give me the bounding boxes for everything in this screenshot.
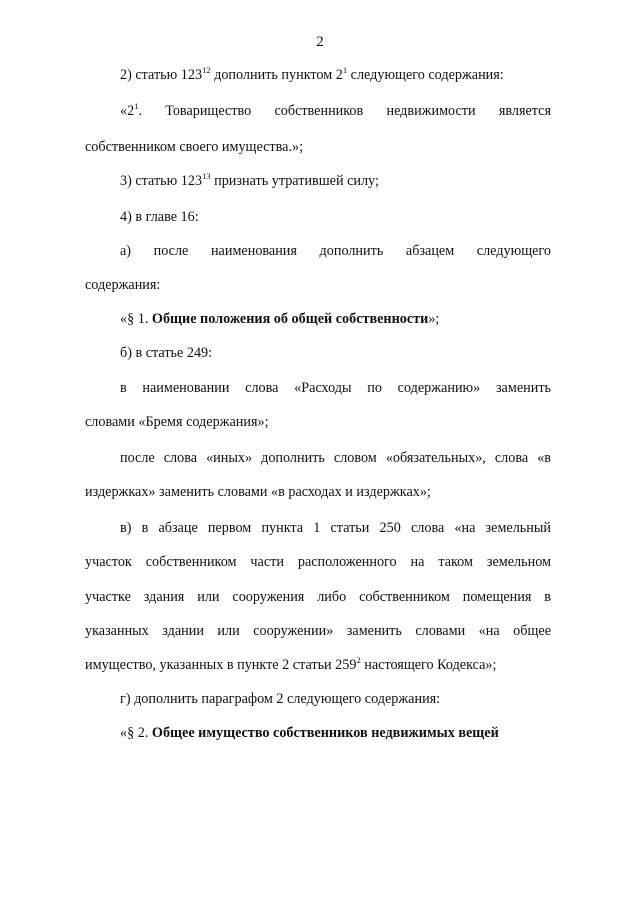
paragraph-line-11: словами «Бремя содержания»;: [85, 414, 269, 430]
paragraph-line-12: после слова «иных» дополнить словом «обязательных», слова «в: [120, 450, 551, 466]
paragraph-line-17: указанных здании или сооружении» заменить словами «на общее: [85, 623, 551, 639]
section-heading-2: «§ 2. Общее имущество собственников недвижимых вещей: [120, 725, 499, 741]
paragraph-line-9: б) в статье 249:: [120, 345, 213, 361]
paragraph-line-5: 4) в главе 16:: [120, 209, 199, 225]
paragraph-line-4: 3) статью $123^{13}$ признать утратившей силу;: [120, 171, 379, 189]
paragraph-line-15: участок собственником части расположенного на таком земельном: [85, 554, 551, 570]
paragraph-line-3: собственником своего имущества.»;: [85, 139, 304, 155]
page-number: 2: [316, 34, 324, 50]
paragraph-line-16: участке здания или сооружения либо собственником помещения в: [85, 589, 551, 605]
paragraph-line-18: имущество, указанных в пункте 2 статьи $259^2$ настоящего Кодекса»;: [85, 655, 497, 673]
section-heading-1: «§ 1. Общие положения об общей собственности»;: [120, 311, 440, 327]
paragraph-line-6: а) после наименования дополнить абзацем следующего: [120, 243, 551, 259]
paragraph-line-10: в наименовании слова «Расходы по содержанию» заменить: [120, 380, 551, 396]
paragraph-line-19: г) дополнить параграфом 2 следующего содержания:: [120, 691, 441, 707]
paragraph-line-14: в) в абзаце первом пункта 1 статьи 250 слова «на земельный: [120, 520, 551, 536]
paragraph-line-13: издержках» заменить словами «в расходах и издержках»;: [85, 484, 431, 500]
paragraph-line-1: 2) статью $123^{12}$ дополнить пунктом $2^1$ следующего содержания:: [120, 65, 504, 83]
paragraph-line-2: «$2^1$. Товарищество собственников недвижимости является: [120, 101, 551, 119]
paragraph-line-7: содержания:: [85, 277, 161, 293]
